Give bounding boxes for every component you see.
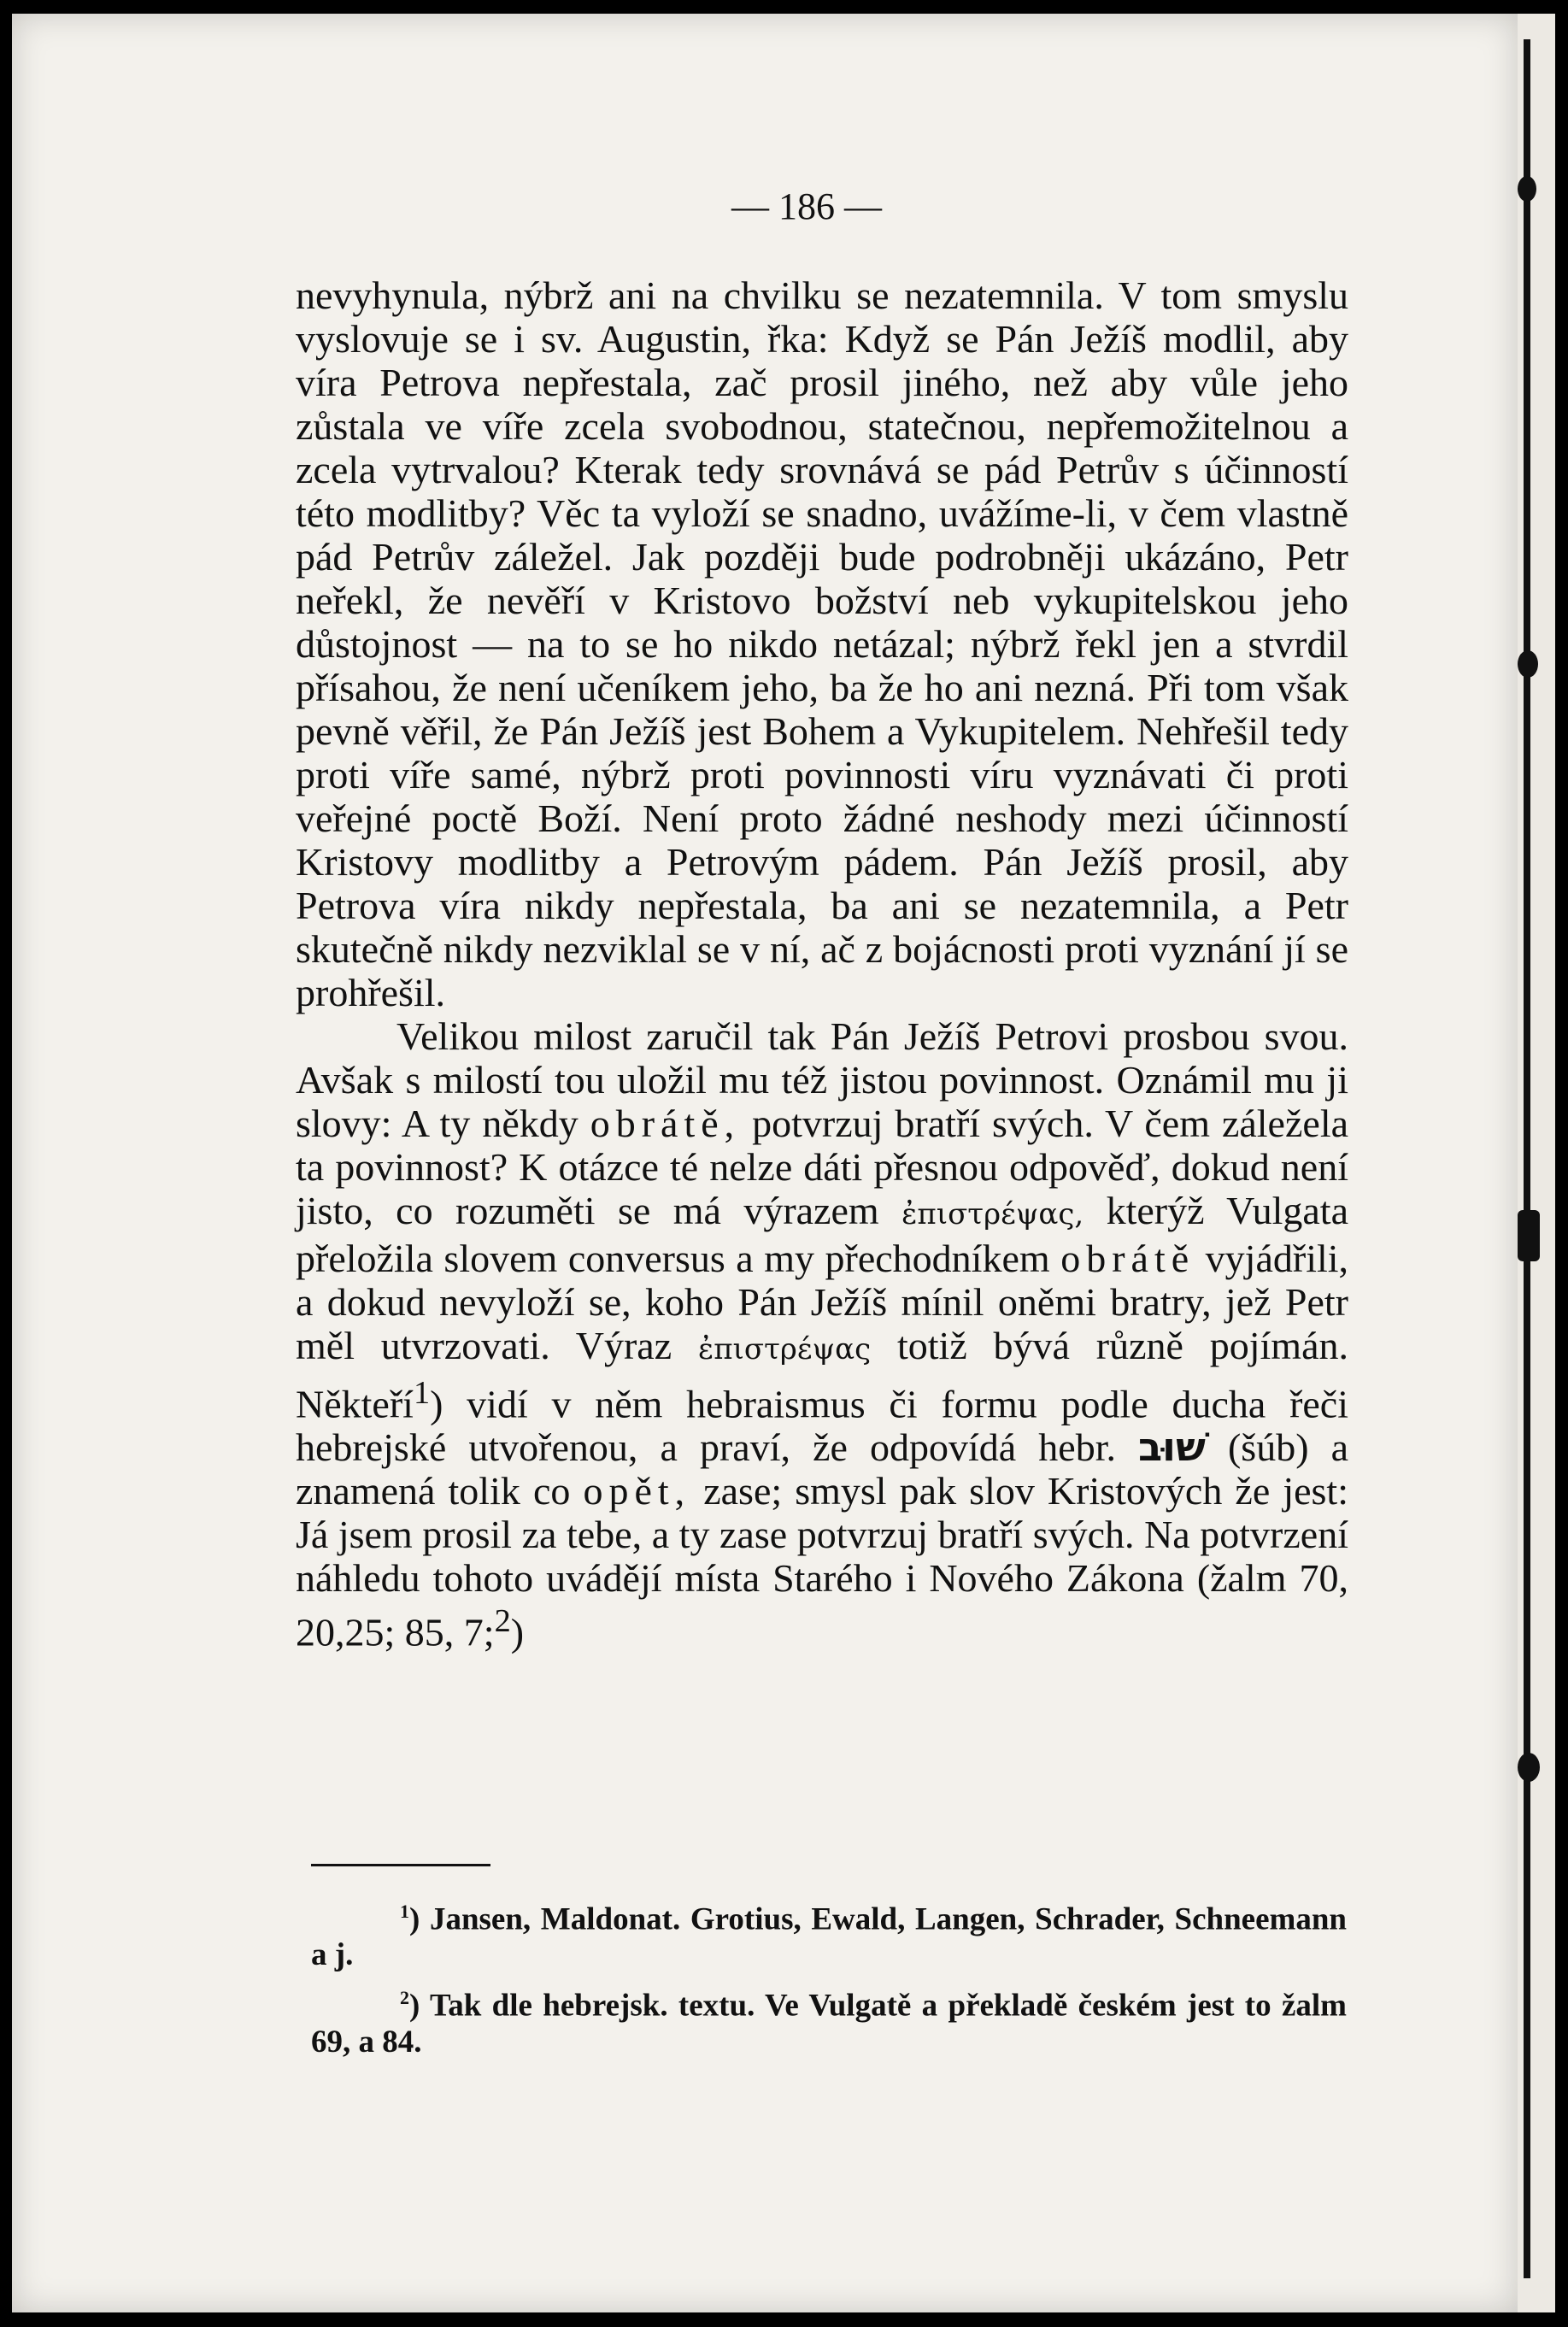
footnote-2	[311, 1980, 1347, 2060]
page-number: — 186 —	[731, 185, 882, 227]
p2-text-b: potvrzuj bratří svých. V čem záležela ta povinnost? K otázce té nelze dáti přesnou odpověď, dokud není jisto, co rozuměti se má výrazem	[296, 1102, 1349, 1232]
binding-line	[1524, 39, 1530, 2278]
binding-mark-2	[1518, 650, 1538, 678]
paragraph-2	[296, 1014, 1348, 1654]
binding-mark-3	[1518, 1210, 1540, 1261]
binding-edge	[1518, 14, 1555, 2312]
footnote-1-mark: 1	[400, 1901, 409, 1922]
binding-mark-4	[1518, 1753, 1540, 1782]
footnote-ref-2[interactable]: 2	[494, 1603, 511, 1640]
p2-text-i: )	[510, 1610, 525, 1654]
p2-hebrew-word: שׁוּב	[1138, 1424, 1206, 1471]
p2-spaced-word-3: opět,	[583, 1469, 691, 1513]
footnotes	[311, 1894, 1347, 2067]
p2-greek-word-1: ἐπιστρέψας,	[901, 1197, 1084, 1231]
binding-mark-1	[1518, 176, 1536, 202]
p2-spaced-word-1: obrátě,	[590, 1102, 741, 1145]
footnote-2-mark: 2	[400, 1987, 409, 2009]
footnote-1	[311, 1894, 1347, 1973]
p2-text-e: totiž bývá různě pojímán. Někteří	[296, 1324, 1349, 1426]
footnote-separator	[311, 1864, 490, 1866]
p2-text-h: zase; smysl pak slov Kristových že jest: Já jsem prosil za tebe, a ty zase potvrzuj bratří svých. Na potvrzení náhledu tohoto uvádějí místa Starého i Nového Zákona (žalm 70, 20,25; 85, 7;	[296, 1469, 1348, 1654]
paper-sheet	[12, 14, 1518, 2312]
p2-text-f: ) vidí v něm hebraismus či formu podle ducha řeči hebrejské utvořenou, a praví, že odpovídá hebr.	[296, 1382, 1348, 1470]
main-text	[296, 273, 1348, 1654]
p2-text-d: vyjádřili, a dokud nevyloží se, koho Pán Ježíš mínil oněmi bratry, jež Petr měl utvrzovati. Výraz	[296, 1237, 1349, 1367]
p2-spaced-word-2: obrátě	[1060, 1237, 1195, 1280]
p2-text-g: (šúb) a znamená tolik co	[296, 1425, 1349, 1513]
p2-text-c: kterýž Vulgata přeložila slovem conversus a my přechodníkem	[296, 1189, 1348, 1280]
paragraph-1: nevyhynula, nýbrž ani na chvilku se nezatemnila. V tom smyslu vyslovuje se i sv. Augustin, řka: Když se Pán Ježíš modlil, aby víra Petrova nepřestala, zač prosil jiného, než aby vůle jeho zůstala ve víře zcela svobodnou, statečnou, nepřemožitelnou a zcela vytrvalou? Kterak tedy srovnává se pád Petrův s účinností této modlitby? Věc ta vyloží se snadno, uvážíme-li, v čem vlastně pád Petrův záležel. Jak později bude podrobněji ukázáno, Petr neřekl, že nevěří v Kristovo božství neb vykupitelskou jeho důstojnost — na to se ho nikdo netázal; nýbrž řekl jen a stvrdil přísahou, že není učeníkem jeho, ba že ho ani nezná. Při tom však pevně věřil, že Pán Ježíš jest Bohem a Vykupitelem. Nehřešil tedy proti víře samé, nýbrž proti povinnosti víru vyznávati či proti veřejné poctě Boží. Není proto žádné neshody mezi účinností Kristovy modlitby a Petrovým pádem. Pán Ježíš prosil, aby Petrova víra nikdy nepřestala, ba ani se nezatemnila, a Petr skutečně nikdy nezviklal se v ní, ač z bojácnosti proti vyznání jí se prohřešil.	[296, 273, 1348, 1014]
p2-text-a: Velikou milost zaručil tak Pán Ježíš Petrovi prosbou svou. Avšak s milostí tou uložil mu též jistou povinnost. Oznámil mu ji slovy: A ty někdy	[296, 1014, 1348, 1145]
p2-greek-word-2: ἐπιστρέψας	[697, 1332, 872, 1366]
footnote-1-text: ) Jansen, Maldonat. Grotius, Ewald, Langen, Schrader, Schneemann a j.	[311, 1901, 1347, 1973]
footnote-ref-1[interactable]: 1	[413, 1375, 431, 1411]
footnote-2-text: ) Tak dle hebrejsk. textu. Ve Vulgatě a překladě českém jest to žalm 69, a 84.	[311, 1988, 1347, 2060]
